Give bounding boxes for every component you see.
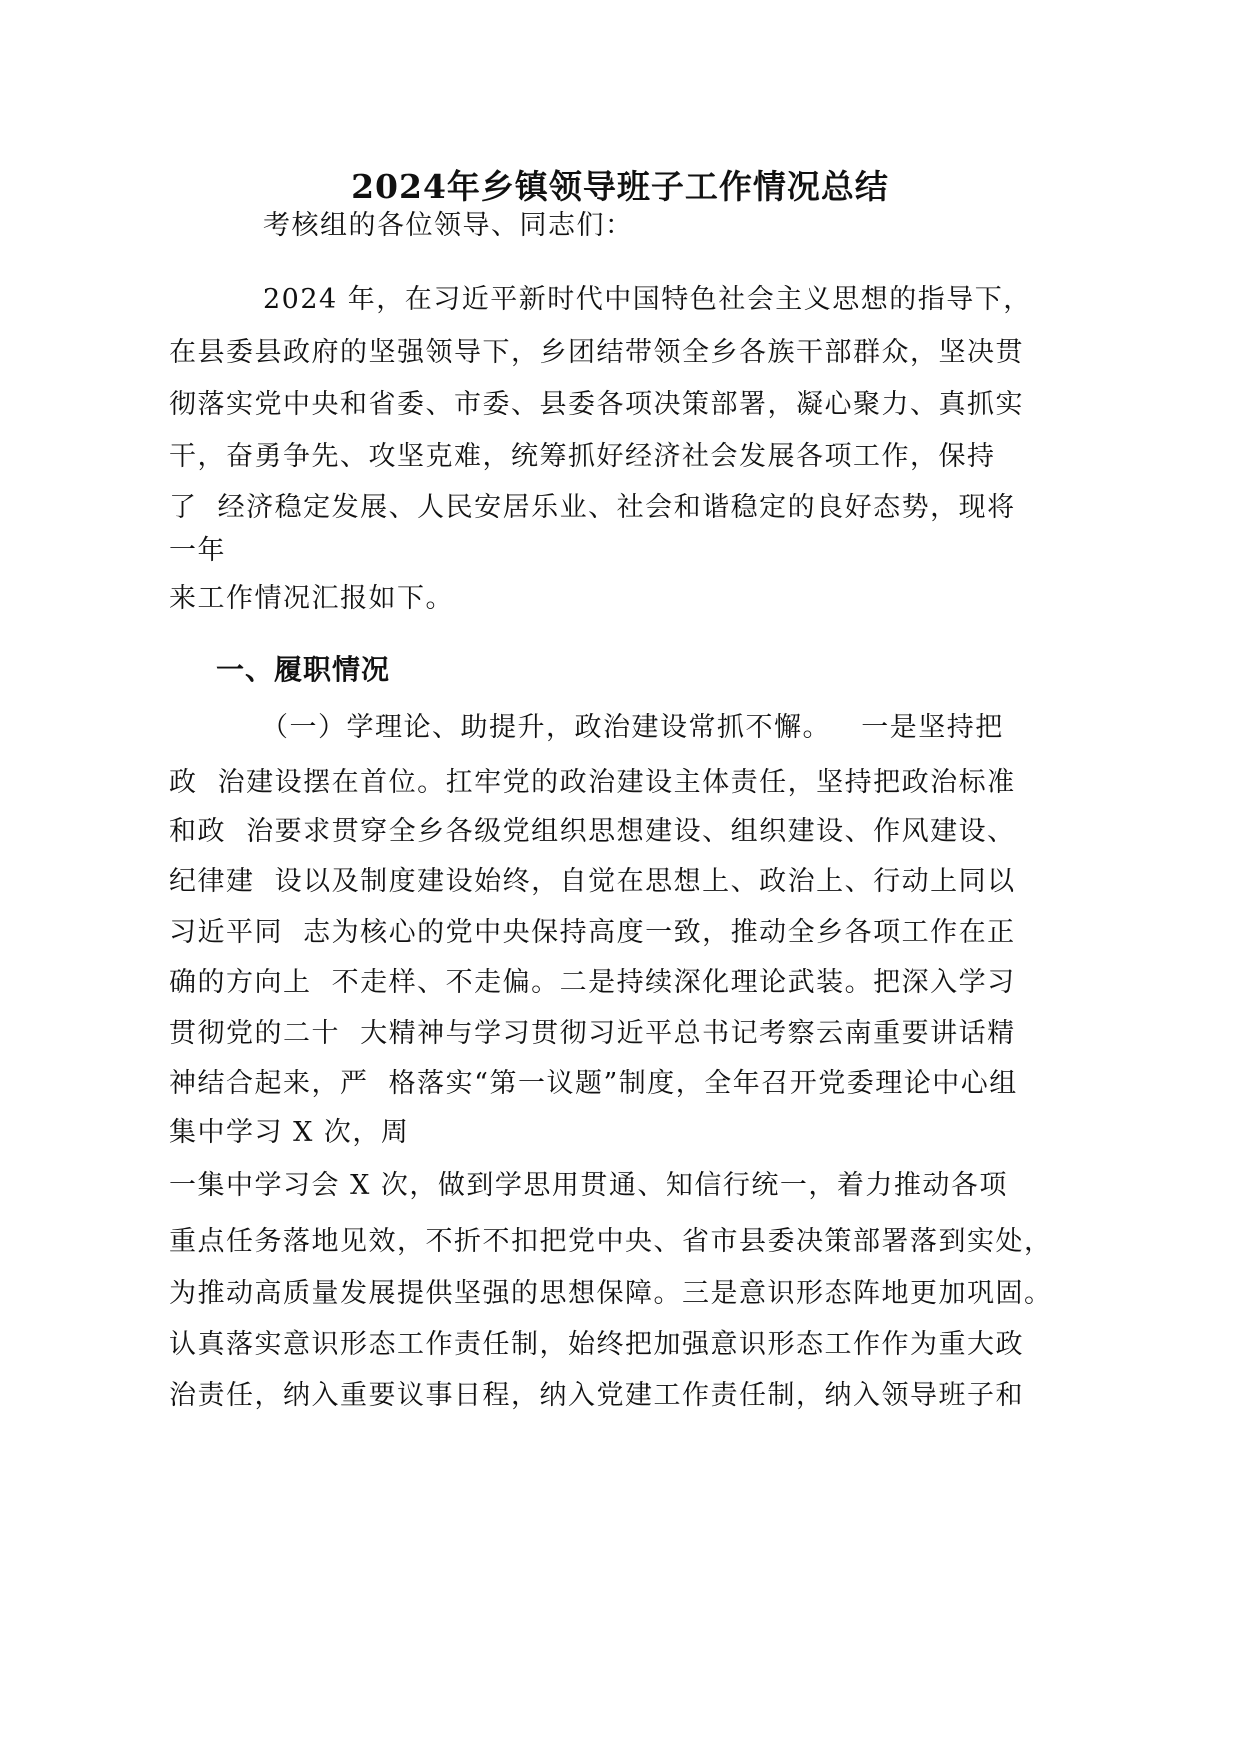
body-line: 政 治建设摆在首位。扛牢党的政治建设主体责任，坚持把政治标准	[169, 767, 1016, 798]
intro-line: 在县委县政府的坚强领导下，乡团结带领全乡各族干部群众，坚决贯	[169, 337, 1024, 368]
intro-line: 一年	[169, 535, 226, 566]
section-heading: 一、履职情况	[216, 653, 391, 686]
intro-line: 彻落实党中央和省委、市委、县委各项决策部署，凝心聚力、真抓实	[169, 389, 1024, 420]
document-title: 2024年乡镇领导班子工作情况总结	[351, 167, 889, 206]
body-line: 神结合起来，严 格落实“第一议题”制度，全年召开党委理论中心组	[169, 1068, 1018, 1099]
salutation: 考核组的各位领导、同志们：	[263, 210, 634, 241]
body-line: 习近平同 志为核心的党中央保持高度一致，推动全乡各项工作在正	[169, 917, 1016, 948]
body-line: 集中学习 X 次，周	[169, 1117, 410, 1148]
intro-line: 2024 年，在习近平新时代中国特色社会主义思想的指导下，	[263, 284, 1032, 315]
body-line: 确的方向上 不走样、不走偏。二是持续深化理论武装。把深入学习	[169, 967, 1016, 998]
body-line: 贯彻党的二十 大精神与学习贯彻习近平总书记考察云南重要讲话精	[169, 1018, 1016, 1049]
body-line: （一）学理论、助提升，政治建设常抓不懈。 一是坚持把	[261, 712, 1004, 743]
body-line: 和政 治要求贯穿全乡各级党组织思想建设、组织建设、作风建设、	[169, 816, 1016, 847]
body-line: 治责任，纳入重要议事日程，纳入党建工作责任制，纳入领导班子和	[169, 1380, 1024, 1411]
body-line: 为推动高质量发展提供坚强的思想保障。三是意识形态阵地更加巩固。	[169, 1278, 1053, 1309]
intro-line: 了 经济稳定发展、人民安居乐业、社会和谐稳定的良好态势，现将	[169, 492, 1016, 523]
body-line: 认真落实意识形态工作责任制，始终把加强意识形态工作作为重大政	[169, 1329, 1024, 1360]
body-line: 纪律建 设以及制度建设始终，自觉在思想上、政治上、行动上同以	[169, 866, 1016, 897]
intro-line: 干，奋勇争先、攻坚克难，统筹抓好经济社会发展各项工作，保持	[169, 441, 996, 472]
intro-line: 来工作情况汇报如下。	[169, 583, 454, 614]
body-line: 一集中学习会 X 次，做到学思用贯通、知信行统一，着力推动各项	[169, 1170, 1008, 1201]
body-line: 重点任务落地见效，不折不扣把党中央、省市县委决策部署落到实处，	[169, 1226, 1053, 1257]
